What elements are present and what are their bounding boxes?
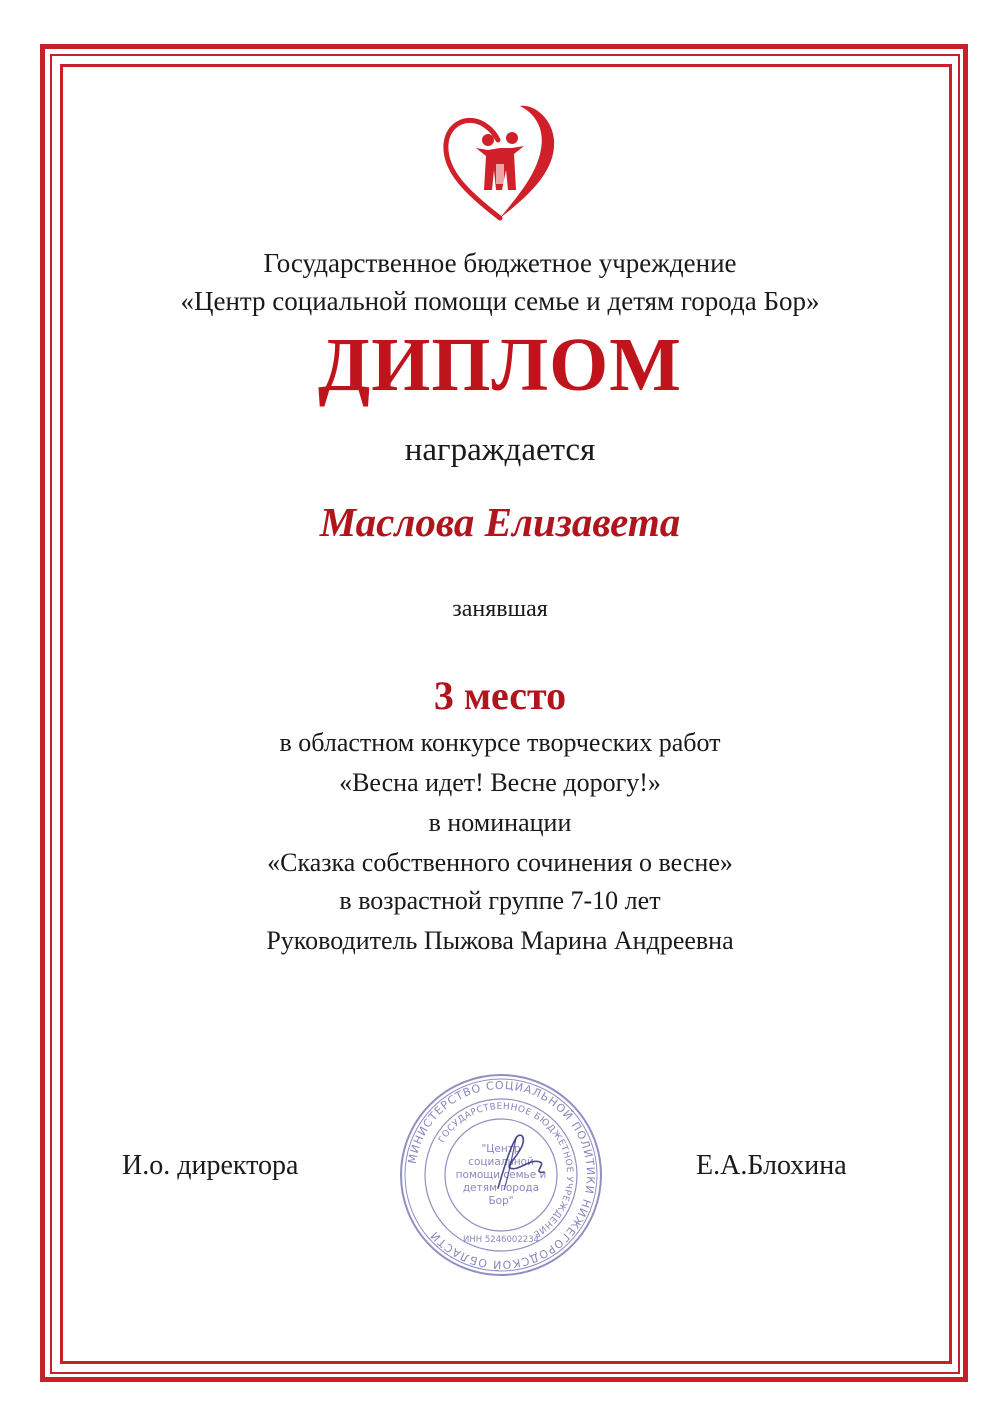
- diploma-title: ДИПЛОМ: [318, 323, 682, 407]
- stamp-inn: ИНН 5246002234: [463, 1235, 539, 1245]
- detail-line-5: в возрастной группе 7-10 лет: [339, 886, 661, 915]
- detail-line-1: в областном конкурсе творческих работ: [279, 728, 721, 757]
- stamp-center-line-5: Бор": [488, 1195, 514, 1207]
- signer-role: И.о. директора: [122, 1150, 299, 1181]
- detail-line-3: в номинации: [428, 808, 572, 837]
- detail-line-6: Руководитель Пыжова Марина Андреевна: [266, 926, 734, 955]
- detail-line-4: «Сказка собственного сочинения о весне»: [267, 848, 733, 877]
- stamp-center-line-2: социальной: [468, 1156, 534, 1168]
- signer-name: Е.А.Блохина: [696, 1150, 847, 1181]
- detail-line-2: «Весна идет! Весне дорогу!»: [339, 768, 661, 797]
- stamp-outer-text: МИНИСТЕРСТВО СОЦИАЛЬНОЙ ПОЛИТИКИ НИЖЕГОРОДСКОЙ ОБЛАСТИ: [405, 1078, 598, 1272]
- recipient-name: Маслова Елизавета: [319, 499, 681, 545]
- stamp-center-line-1: "Центр: [481, 1143, 521, 1155]
- org-name-line-1: Государственное бюджетное учреждение: [263, 248, 737, 278]
- handwritten-signature: [470, 1128, 560, 1198]
- stamp-center-line-4: детям города: [462, 1182, 540, 1194]
- awarded-label: награждается: [404, 432, 596, 468]
- heart-family-icon: [436, 100, 564, 228]
- occupied-label: занявшая: [452, 596, 548, 622]
- place-label: 3 место: [433, 673, 567, 718]
- org-name-line-2: «Центр социальной помощи семье и детям города Бор»: [180, 286, 820, 316]
- stamp-inner-text: ГОСУДАРСТВЕННОЕ БЮДЖЕТНОЕ УЧРЕЖДЕНИЕ: [437, 1101, 575, 1240]
- stamp-center-line-3: помощи семье и: [455, 1169, 547, 1181]
